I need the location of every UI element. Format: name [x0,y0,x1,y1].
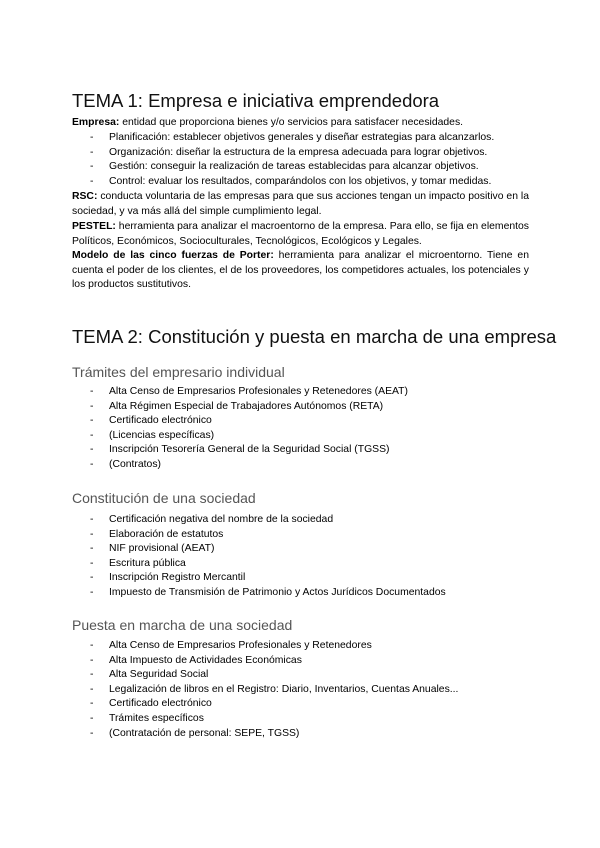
list-item: - Inscripción Registro Mercantil [72,571,529,586]
list-item: - Certificado electrónico [72,414,529,429]
porter-term: Modelo de las cinco fuerzas de Porter: [72,250,274,261]
list-item: - Legalización de libros en el Registro: Diario, Inventarios, Cuentas Anuales... [72,683,529,698]
list-item: - Alta Seguridad Social [72,668,529,683]
constitucion-sociedad-list [72,513,529,601]
porter-text: herramienta para analizar el microentorno. Tiene en cuenta el poder de los clientes, el de los proveedores, los competidores actuales, los potenciales y los productos sustitutivos. [72,250,529,291]
pestel-term: PESTEL: [72,221,116,232]
porter-definition [72,249,529,293]
list-item: - Impuesto de Transmisión de Patrimonio y Actos Jurídicos Documentados [72,586,529,601]
pestel-definition [72,220,529,249]
section-heading-constitucion-sociedad: Constitución de una sociedad [72,490,256,506]
list-item: - Certificado electrónico [72,697,529,712]
list-item: - Inscripción Tesorería General de la Seguridad Social (TGSS) [72,443,529,458]
list-item: - Alta Régimen Especial de Trabajadores Autónomos (RETA) [72,400,529,415]
section-heading-puesta-en-marcha: Puesta en marcha de una sociedad [72,617,293,633]
tema1-title: TEMA 1: Empresa e iniciativa emprendedora [72,90,440,111]
list-item: - Organización: diseñar la estructura de la empresa adecuada para lograr objetivos. [72,146,529,161]
empresario-individual-list [72,385,529,473]
list-item: - (Contratación de personal: SEPE, TGSS) [72,727,529,742]
list-item: - Gestión: conseguir la realización de tareas establecidas para alcanzar objetivos. [72,160,529,175]
list-item: - (Contratos) [72,458,529,473]
list-item: - Trámites específicos [72,712,529,727]
list-item: - Planificación: establecer objetivos generales y diseñar estrategias para alcanzarlos. [72,131,529,146]
list-item: - Certificación negativa del nombre de la sociedad [72,513,529,528]
empresa-text: entidad que proporciona bienes y/o servicios para satisfacer necesidades. [119,117,464,128]
pestel-text: herramienta para analizar el macroentorno de la empresa. Para ello, se fija en elementos Políticos, Económicos, Socioculturales, Tecnológicos, Ecológicos y Legales. [72,221,529,247]
rsc-text: conducta voluntaria de las empresas para que sus acciones tengan un impacto positivo en la sociedad, y va más allá del simple cumplimiento legal. [72,191,529,217]
rsc-definition [72,190,529,219]
list-item: - Control: evaluar los resultados, comparándolos con los objetivos, y tomar medidas. [72,175,529,190]
list-item: - Elaboración de estatutos [72,528,529,543]
list-item: - Alta Impuesto de Actividades Económicas [72,654,529,669]
list-item: - (Licencias específicas) [72,429,529,444]
section-heading-empresario-individual: Trámites del empresario individual [72,364,285,380]
list-item: - Alta Censo de Empresarios Profesionales y Retenedores [72,639,529,654]
list-item: - NIF provisional (AEAT) [72,542,529,557]
empresa-term: Empresa: [72,117,120,128]
empresa-functions-list [72,131,529,189]
list-item: - Alta Censo de Empresarios Profesionales y Retenedores (AEAT) [72,385,529,400]
list-item: - Escritura pública [72,557,529,572]
empresa-definition [72,116,529,131]
tema2-title: TEMA 2: Constitución y puesta en marcha de una empresa [72,326,557,347]
rsc-term: RSC: [72,191,98,202]
puesta-en-marcha-list [72,639,529,741]
